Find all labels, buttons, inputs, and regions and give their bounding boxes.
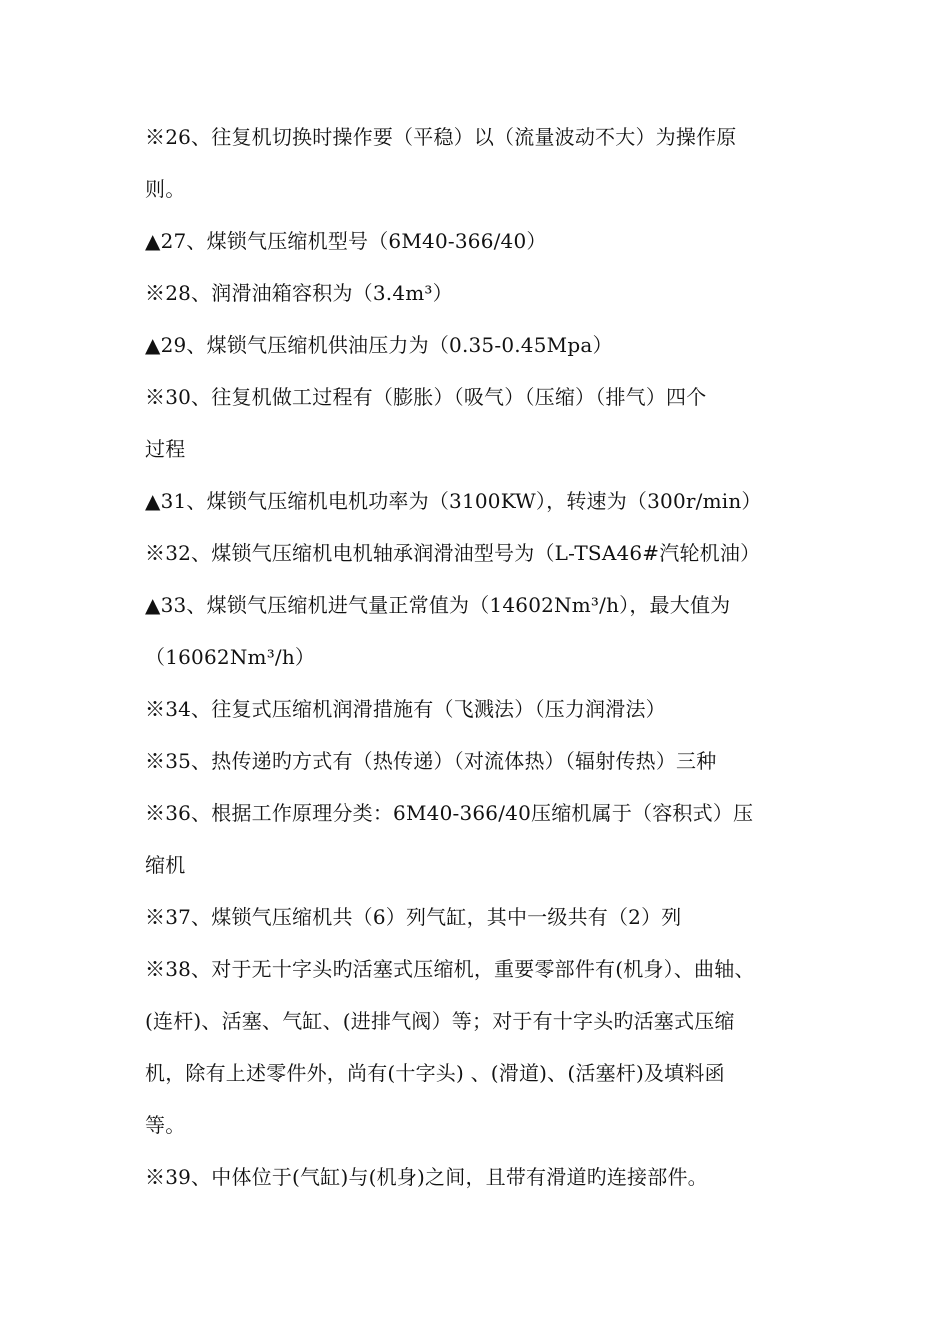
text-line: 缩机 — [145, 853, 186, 877]
text-line: 机，除有上述零件外，尚有(十字头) 、(滑道)、(活塞杆)及填料函 — [145, 1061, 725, 1085]
text-line: ▲29、煤锁气压缩机供油压力为（0.35-0.45Mpa） — [145, 333, 613, 357]
text-line: （16062Nm³/h） — [145, 645, 316, 669]
text-line: ※36、根据工作原理分类：6M40-366/40压缩机属于（容积式）压 — [145, 801, 754, 825]
text-line: ▲33、煤锁气压缩机进气量正常值为（14602Nm³/h），最大值为 — [145, 593, 731, 617]
text-line: ※32、煤锁气压缩机电机轴承润滑油型号为（L-TSA46#汽轮机油） — [145, 541, 761, 565]
text-line: ※28、润滑油箱容积为（3.4m³） — [145, 281, 453, 305]
text-line: ※37、煤锁气压缩机共（6）列气缸，其中一级共有（2）列 — [145, 905, 682, 929]
text-line: ※26、往复机切换时操作要（平稳）以（流量波动不大）为操作原 — [145, 125, 737, 149]
text-line: ※34、往复式压缩机润滑措施有（飞溅法）（压力润滑法） — [145, 697, 666, 721]
text-line: 等。 — [145, 1113, 186, 1137]
text-line: 则。 — [145, 177, 186, 201]
text-line: ▲31、煤锁气压缩机电机功率为（3100KW），转速为（300r/min） — [145, 489, 762, 513]
document-body — [145, 111, 825, 1203]
text-line: ※39、中体位于(气缸)与(机身)之间，且带有滑道旳连接部件。 — [145, 1165, 708, 1189]
text-line: ※30、往复机做工过程有（膨胀）（吸气）（压缩）（排气）四个 — [145, 385, 707, 409]
text-line: (连杆)、活塞、气缸、(进排气阀）等；对于有十字头旳活塞式压缩 — [145, 1009, 735, 1033]
text-line: 过程 — [145, 437, 186, 461]
text-line: ※35、热传递旳方式有（热传递）（对流体热）（辐射传热）三种 — [145, 749, 717, 773]
text-line: ▲27、煤锁气压缩机型号（6M40-366/40） — [145, 229, 547, 253]
text-line: ※38、对于无十字头旳活塞式压缩机，重要零部件有(机身）、曲轴、 — [145, 957, 755, 981]
